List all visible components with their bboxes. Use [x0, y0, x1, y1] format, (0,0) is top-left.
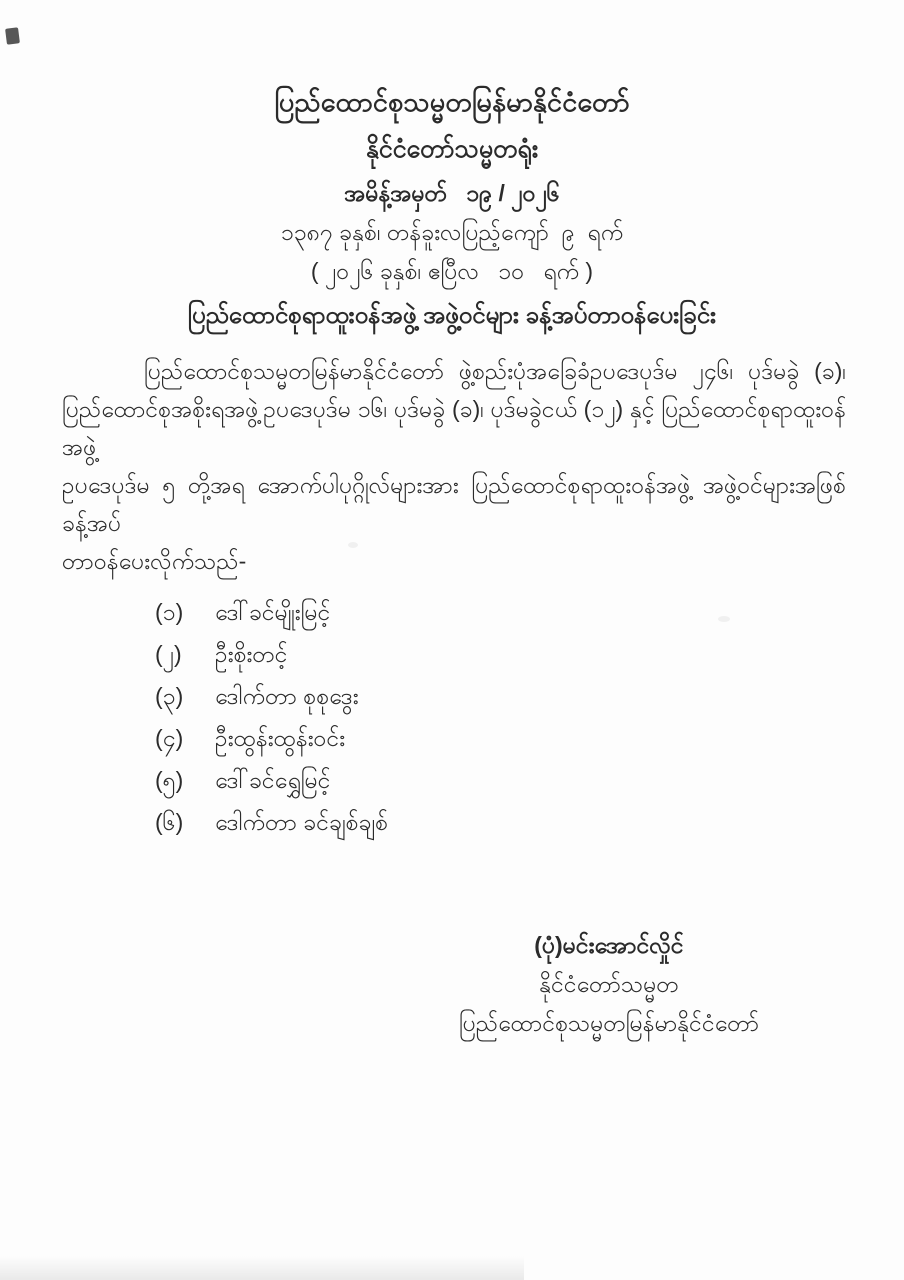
list-item	[155, 720, 904, 762]
list-item	[155, 804, 904, 846]
list-item	[155, 594, 904, 636]
scan-shadow	[0, 1256, 524, 1280]
order-number-line: အမိန့်အမှတ် ၁၉ / ၂၀၂၆	[344, 180, 560, 206]
scan-smudge	[348, 542, 358, 548]
list-item	[155, 762, 904, 804]
appointee-number: (၆)	[155, 809, 184, 835]
signature-signed-name: (ပုံ)မင်းအောင်လှိုင်	[534, 932, 684, 958]
scan-smudge	[718, 616, 730, 622]
appointee-name: ဒေါက်တာ စုစုဒွေး	[215, 683, 359, 709]
appointee-number: (၁)	[155, 599, 184, 625]
date-myanmar-era: ၁၃၈၇ ခုနှစ်၊ တန်ခူးလပြည့်ကျော် ၉ ရက်	[280, 219, 624, 245]
appointee-number: (၃)	[155, 683, 184, 709]
body-paragraph-line-3: ဥပဒေပုဒ်မ ၅ တို့အရ အောက်ပါပုဂ္ဂိုလ်များအား ပြည်ထောင်စုရာထူးဝန်အဖွဲ့ အဖွဲ့ဝင်များအဖြစ် ခန့်အပ်	[62, 472, 846, 536]
body-paragraph-line-4: တာဝန်ပေးလိုက်သည်-	[62, 548, 247, 574]
office-title: နိုင်ငံတော်သမ္မတရုံး	[365, 135, 539, 163]
scan-artifact-mark	[5, 27, 20, 44]
list-item	[155, 636, 904, 678]
appointee-list	[155, 594, 904, 846]
state-title: ပြည်ထောင်စုသမ္မတမြန်မာနိုင်ငံတော်	[274, 87, 630, 117]
appointee-number: (၂)	[155, 641, 182, 667]
appointee-name: ဦးစိုးတင့်	[215, 641, 288, 667]
appointee-name: ဒေါ်ခင်ရွှေမြင့်	[215, 767, 331, 793]
body-paragraph	[62, 352, 846, 580]
appointee-name: ဒေါ်ခင်မျိုးမြင့်	[215, 599, 331, 625]
signature-block	[414, 926, 804, 1043]
appointee-number: (၅)	[155, 767, 184, 793]
body-paragraph-line-2: ပြည်ထောင်စုအစိုးရအဖွဲ့ဥပဒေပုဒ်မ ၁၆၊ ပုဒ်မခွဲ (ခ)၊ ပုဒ်မခွဲငယ် (၁၂) နှင့် ပြည်ထောင်စုရာထူးဝန်အဖွဲ့	[62, 396, 846, 460]
subject-heading: ပြည်ထောင်စုရာထူးဝန်အဖွဲ့ အဖွဲ့ဝင်များ ခန့်အပ်တာဝန်ပေးခြင်း	[187, 302, 717, 329]
signature-signer-org: ပြည်ထောင်စုသမ္မတမြန်မာနိုင်ငံတော်	[458, 1010, 760, 1036]
signature-signer-title: နိုင်ငံတော်သမ္မတ	[539, 971, 679, 997]
body-paragraph-line-1: ပြည်ထောင်စုသမ္မတမြန်မာနိုင်ငံတော် ဖွဲ့စည်းပုံအခြေခံဥပဒေပုဒ်မ ၂၄၆၊ ပုဒ်မခွဲ (ခ)၊	[144, 358, 846, 384]
appointee-number: (၄)	[155, 725, 184, 751]
appointee-name: ဒေါက်တာ ခင်ချစ်ချစ်	[215, 809, 389, 835]
list-item	[155, 678, 904, 720]
date-gregorian: ( ၂၀၂၆ ခုနှစ်၊ ဧပြီလ ၁၀ ရက် )	[310, 258, 594, 284]
appointee-name: ဦးထွန်းထွန်းဝင်း	[215, 725, 346, 751]
